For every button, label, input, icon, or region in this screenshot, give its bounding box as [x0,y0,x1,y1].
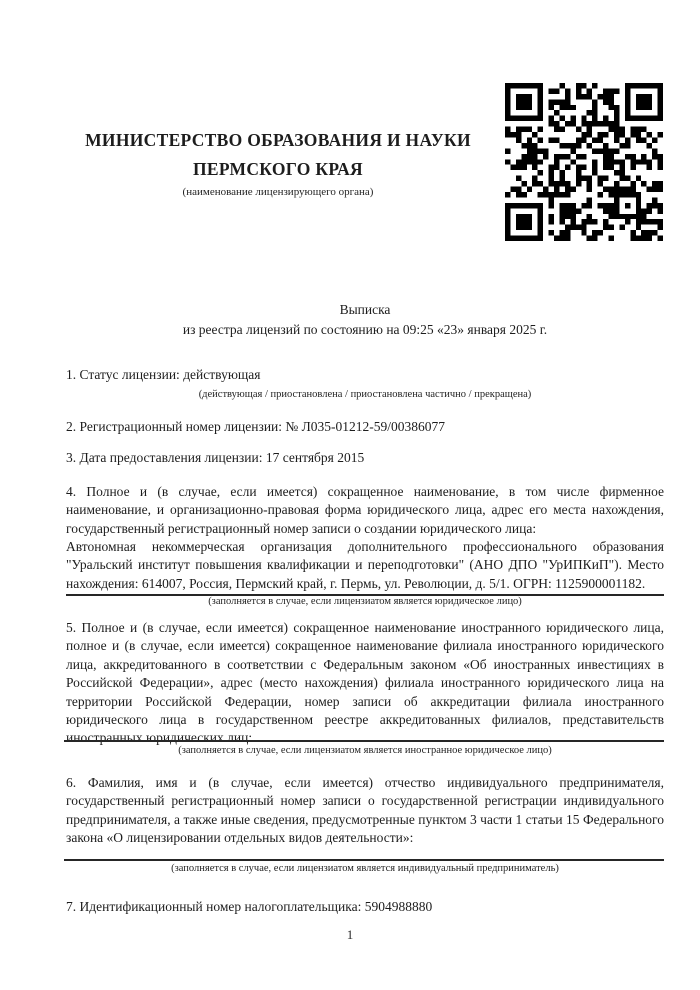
legal-entity-caption: (заполняется в случае, если лицензиатом является юридическое лицо) [208,596,522,607]
individual-entrepreneur-question: 6. Фамилия, имя и (в случае, если имеется) отчество индивидуального предпринимателя, государственный регистрационный номер записи о государственной регистрации индивидуального предпринимателя, а также иные сведения, предусмотренные пунктом 3 части 1 статьи 15 Федерального закона «О лицензировании отдельных видов деятельности»: [66,775,664,846]
section-taxpayer-number [66,898,432,916]
section-grant-date [66,449,364,467]
ministry-name-line1: МИНИСТЕРСТВО ОБРАЗОВАНИЯ И НАУКИ [85,130,471,150]
registration-number-value: № Л035-01212-59/00386077 [285,419,446,434]
status-value: действующая [183,367,261,382]
issuing-authority-block [66,126,490,198]
section-registration-number [66,418,445,436]
foreign-entity-caption: (заполняется в случае, если лицензиатом является иностранное юридическое лицо) [178,745,552,756]
status-caption: (действующая / приостановлена / приостановлена частично / прекращена) [198,389,532,400]
taxpayer-number-value: 5904988880 [364,899,433,914]
individual-entrepreneur-caption: (заполняется в случае, если лицензиатом является индивидуальный предприниматель) [171,863,559,874]
individual-entrepreneur-blank-line [64,859,664,861]
legal-entity-answer: Автономная некоммерческая организация дополнительного профессионального образования "Уральский институт повышения квалификации и переподготовки" (АНО ДПО "УрИПКиП"). Место нахождения: 614007, Россия, Пермский край, г. Пермь, ул. Революции, д. 5/1. ОГРН: 1125900001182. [66,538,664,596]
document-title-line2: из реестра лицензий по состоянию на 09:25 «23» января 2025 г. [182,321,548,337]
ministry-name-line2: ПЕРМСКОГО КРАЯ [193,159,363,179]
section-status [66,366,261,384]
registration-number-label: 2. Регистрационный номер лицензии: [66,419,283,434]
page-number: 1 [346,927,354,942]
document-title [66,300,664,339]
status-label: 1. Статус лицензии: [66,367,180,382]
foreign-entity-question: 5. Полное и (в случае, если имеется) сокращенное наименование иностранного юридического лица, полное и (в случае, если имеется) сокращенное наименование филиала иностранного юридического лица, аккредитованного в соответствии с Федеральным законом «Об иностранных инвестициях в Российской Федерации», адрес (место нахождения) филиала иностранного юридического лица на территории Российской Федерации, номер записи об аккредитации филиала иностранного юридического лица в государственном реестре аккредитованных филиалов, представительств иностранных юридических лиц: [66,620,664,746]
ministry-caption: (наименование лицензирующего органа) [182,186,374,198]
taxpayer-number-label: 7. Идентификационный номер налогоплательщика: [66,899,362,914]
document-title-line1: Выписка [339,302,391,317]
legal-entity-question: 4. Полное и (в случае, если имеется) сокращенное наименование, в том числе фирменное наименование, и организационно-правовая форма юридического лица, адрес его места нахождения, государственный регистрационный номер записи о создании юридического лица: [66,484,664,536]
qr-code-icon [505,83,663,241]
grant-date-value: 17 сентября 2015 [265,450,365,465]
grant-date-label: 3. Дата предоставления лицензии: [66,450,263,465]
foreign-entity-blank-line [64,740,664,742]
